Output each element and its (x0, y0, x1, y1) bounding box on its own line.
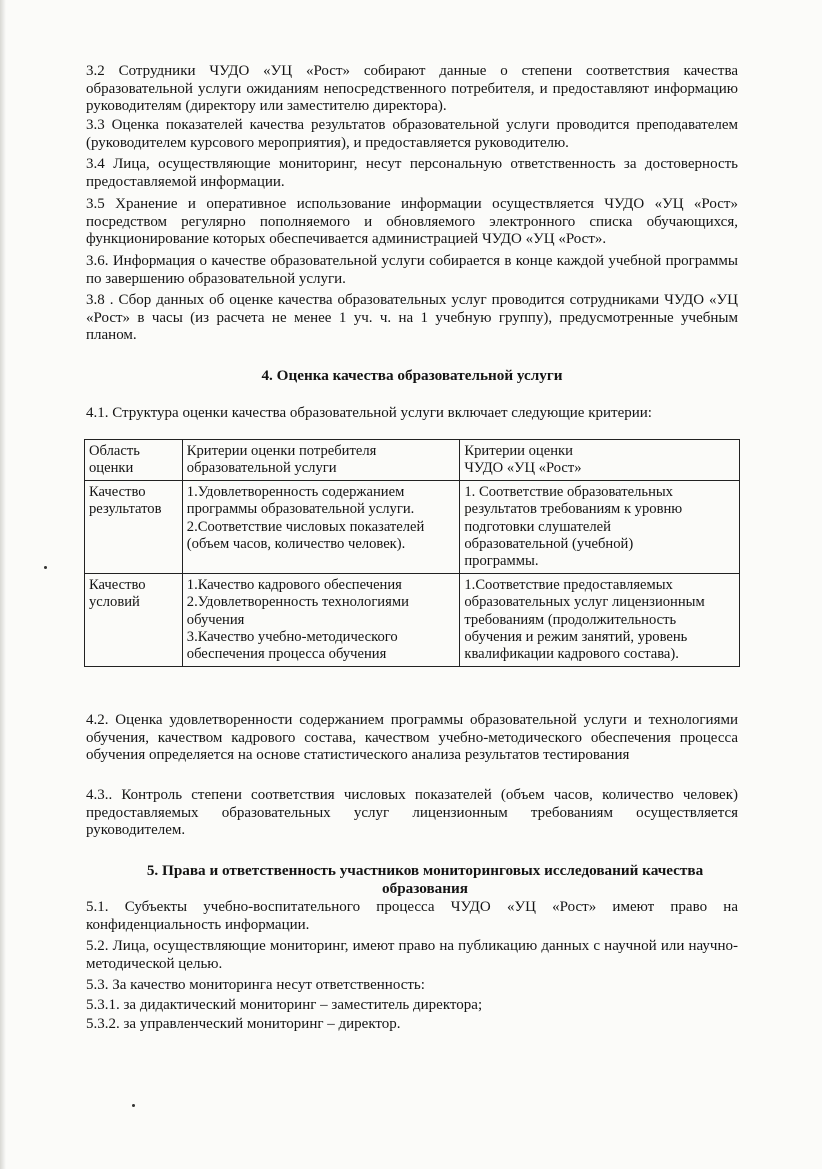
center-criteria-cell (460, 573, 740, 666)
scan-speck (132, 1104, 135, 1107)
cell-text-line: оценки (89, 460, 134, 477)
area-cell (85, 480, 183, 573)
cell-text-line: образовательных услуг лицензионным (464, 594, 705, 611)
paragraph-3-3: 3.3 Оценка показателей качества результатов образовательной услуги проводится преподавателем (руководителем курсового мероприятия), и предоставляется руководителю. (86, 117, 738, 151)
paragraph-4-3: 4.3.. Контроль степени соответствия числовых показателей (объем часов, количество человек) предоставляемых образовательных услуг лицензионным требованиям осуществляется руководителем. (86, 787, 738, 839)
area-cell (85, 573, 183, 666)
center-criteria-cell (460, 480, 740, 573)
cell-text-line: образовательной (учебной) (464, 536, 634, 553)
cell-text-line: обучения и режим занятий, уровень (464, 629, 688, 646)
cell-text-line: результатов требованиям к уровню (464, 501, 683, 518)
cell-text-line: Качество (89, 576, 146, 593)
criteria-table (84, 439, 740, 667)
cell-text-line: обеспечения процесса обучения (186, 646, 387, 663)
paragraph-5-1: 5.1. Субъекты учебно-воспитательного процесса ЧУДО «УЦ «Рост» имеют право на конфиденциальность информации. (86, 899, 738, 933)
consumer-criteria-cell (182, 440, 460, 481)
section-5-heading: 5. Права и ответственность участников мониторинговых исследований качества образования (146, 862, 704, 897)
consumer-criteria-cell (182, 573, 460, 666)
cell-text-line: программы. (464, 553, 539, 570)
paragraph-4-1: 4.1. Структура оценки качества образовательной услуги включает следующие критерии: (86, 405, 652, 421)
cell-text-line: Качество (89, 483, 146, 500)
table-header-row (85, 440, 740, 481)
cell-text-line: Критерии оценки (464, 443, 573, 459)
cell-text-line: Критерии оценки потребителя (186, 443, 377, 459)
paragraph-5-2: 5.2. Лица, осуществляющие мониторинг, имеют право на публикацию данных с научной или научно-методической целью. (86, 938, 738, 972)
cell-text-line: подготовки слушателей (464, 518, 611, 535)
paragraph-5-3-2: 5.3.2. за управленческий мониторинг – директор. (86, 1016, 401, 1032)
area-cell (85, 440, 183, 481)
cell-text-line: квалификации кадрового состава). (464, 646, 679, 663)
cell-text-line: (объем часов, количество человек). (186, 536, 406, 553)
paragraph-3-8: 3.8 . Сбор данных об оценке качества образовательных услуг проводится сотрудниками ЧУДО «УЦ «Рост» в часы (из расчета не менее 1 уч. ч. на 1 учебную группу), предусмотренные учебным планом. (86, 292, 738, 344)
section-4-heading: 4. Оценка качества образовательной услуги (261, 367, 563, 384)
scan-edge-shadow (0, 0, 6, 1169)
paragraph-3-6: 3.6. Информация о качестве образовательной услуги собирается в конце каждой учебной программы по завершению образовательной услуги. (86, 253, 738, 287)
cell-text-line: требованиям (продолжительность (464, 611, 677, 628)
cell-text-line: 1.Соответствие предоставляемых (464, 576, 673, 593)
paragraph-4-2: 4.2. Оценка удовлетворенности содержанием программы образовательной услуги и технологиями обучения, качеством кадрового состава, качеством учебно-методического обеспечения процесса обучения определяется на основе статистического анализа результатов тестирования (86, 712, 738, 764)
cell-text-line: 2.Соответствие числовых показателей (186, 518, 425, 535)
cell-text-line: образовательной услуги (186, 460, 337, 477)
cell-text-line: 3.Качество учебно-методического (186, 629, 398, 646)
paragraph-3-4: 3.4 Лица, осуществляющие мониторинг, несут персональную ответственность за достоверность предоставляемой информации. (86, 156, 738, 190)
table-row-results (85, 480, 740, 573)
center-criteria-cell (460, 440, 740, 481)
cell-text-line: условий (89, 594, 140, 611)
paragraph-5-3: 5.3. За качество мониторинга несут ответственность: (86, 977, 425, 993)
cell-text-line: 1. Соответствие образовательных (464, 483, 673, 500)
paragraph-3-2: 3.2 Сотрудники ЧУДО «УЦ «Рост» собирают данные о степени соответствия качества образовательной услуги ожиданиям непосредственного потребителя, и предоставляют информацию руководителям (директору или заместителю директора). (86, 63, 738, 115)
cell-text-line: обучения (186, 611, 245, 628)
table-row-conditions (85, 573, 740, 666)
paragraph-3-5: 3.5 Хранение и оперативное использование информации осуществляется ЧУДО «УЦ «Рост» посредством регулярно пополняемого и обновляемого электронного списка обучающихся, функционирование которых обеспечивается администрацией ЧУДО «УЦ «Рост». (86, 196, 738, 248)
cell-text-line: 2.Удовлетворенность технологиями (186, 594, 409, 611)
cell-text-line: 1.Качество кадрового обеспечения (186, 576, 402, 593)
cell-text-line: Область (89, 443, 140, 459)
cell-text-line: ЧУДО «УЦ «Рост» (464, 460, 582, 477)
cell-text-line: результатов (89, 501, 162, 518)
scan-speck (44, 566, 47, 569)
consumer-criteria-cell (182, 480, 460, 573)
cell-text-line: программы образовательной услуги. (186, 501, 415, 518)
paragraph-5-3-1: 5.3.1. за дидактический мониторинг – заместитель директора; (86, 997, 483, 1013)
cell-text-line: 1.Удовлетворенность содержанием (186, 483, 405, 500)
